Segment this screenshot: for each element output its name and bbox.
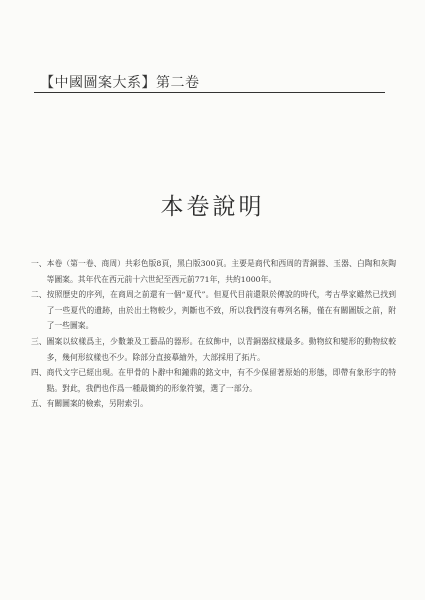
note-item (31, 334, 396, 365)
note-text: 有關圖案的檢索，另附索引。 (46, 399, 148, 409)
note-item (31, 365, 396, 396)
note-item (31, 256, 396, 287)
header-rule (34, 92, 385, 93)
note-number: 一、 (31, 259, 47, 268)
note-number: 二、 (31, 290, 47, 300)
note-text: 圖案以紋樣爲主，少數兼及工藝品的器形。在紋飾中，以青銅器紋樣最多。動物紋和變形的動物紋較多，幾何形紋樣也不少。除部分直接摹繪外，大部採用了拓片。 (46, 336, 396, 362)
note-number: 五、 (31, 399, 47, 409)
running-header: 【中國圖案大系】第二卷 (40, 75, 200, 91)
note-text: 商代文字已經出現。在甲骨的卜辭中和鐘鼎的銘文中，有不少保留著原始的形態，即帶有象形字的特點。對此，我們也作爲一種最簡約的形象符號，選了一部分。 (46, 368, 396, 393)
note-item (31, 396, 396, 412)
note-text: 按照歷史的序列，在商周之前還有一個“夏代”。但夏代目前還限於傳說的時代，考古學家雖然已找到了一些夏代的遺跡，由於出土物較少，判斷也不致，所以我們沒有專列名稱，僅在有關圖版之前，附了一些圖案。 (46, 290, 396, 331)
note-number: 三、 (31, 336, 47, 346)
notes-list (31, 256, 396, 412)
note-number: 四、 (31, 368, 47, 378)
page-title: 本卷說明 (160, 194, 265, 220)
note-item (31, 287, 396, 334)
note-text: 本卷（第一卷、商周）共彩色版8頁，黑白版300頁。主要是商代和西周的青銅器、玉器、白陶和灰陶等圖案。其年代在西元前十六世紀至西元前771年，共約1000年。 (46, 259, 396, 284)
